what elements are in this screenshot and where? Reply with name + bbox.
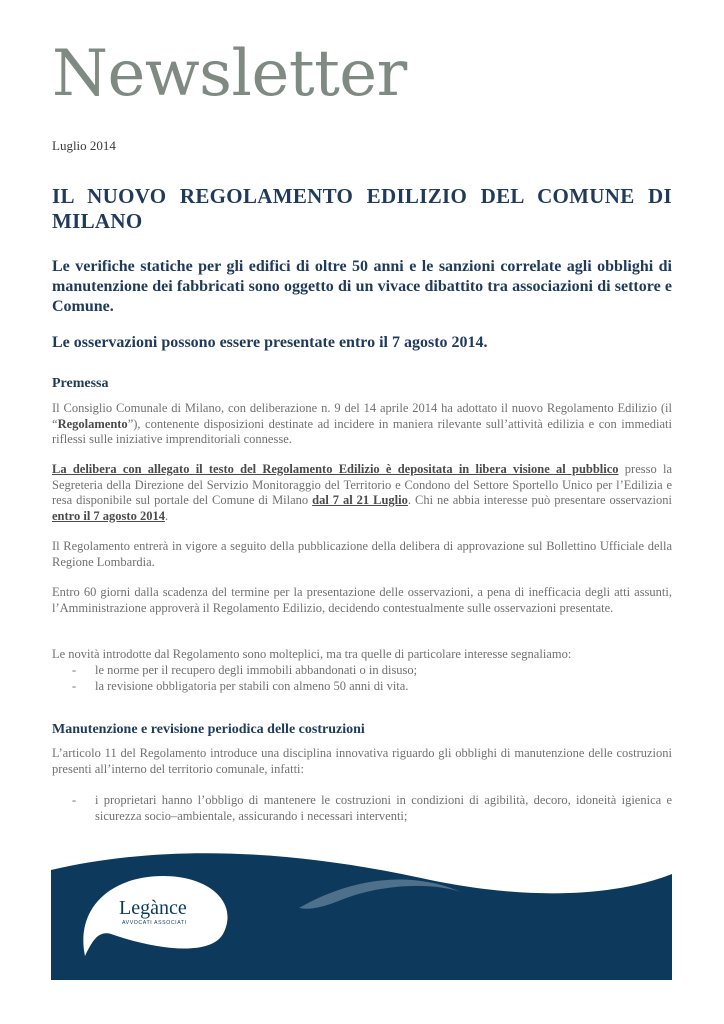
bullet-dash: -	[72, 663, 77, 677]
observation-deadline: entro il 7 agosto 2014	[52, 508, 165, 523]
section-title-manutenzione: Manutenzione e revisione periodica delle costruzioni	[52, 722, 365, 737]
premessa-bullet-list	[52, 663, 672, 694]
text-run: presso la Segreteria della Direzione del Servizio Monitoraggio del Territorio e Condono del Settore Sportello Unico per l’Edilizia e resa disponibile sul portale del Comune di Milano	[52, 462, 672, 507]
manutenzione-paragraph-1: L’articolo 11 del Regolamento introduce una disciplina innovativa riguardo gli obblighi di manutenzione delle costruzioni presenti all’interno del territorio comunale, infatti:	[52, 746, 672, 776]
text-run: Il Consiglio Comunale di Milano, con deliberazione n. 9 del 14 aprile 2014 ha adottato il nuovo Regolamento Edilizio (il “	[52, 401, 672, 431]
issue-date: Luglio 2014	[52, 138, 116, 153]
footer-wave-banner	[51, 848, 672, 980]
footer-wave-graphic	[51, 848, 672, 980]
bullet-dash: -	[72, 678, 77, 693]
regolamento-term: Regolamento	[57, 416, 128, 431]
logo-tagline: AVVOCATI ASSOCIATI	[122, 920, 187, 926]
premessa-paragraph-3: Il Regolamento entrerà in vigore a seguito della pubblicazione della delibera di approvazione sul Bollettino Ufficiale della Regione Lombardia.	[52, 539, 672, 569]
premessa-paragraph-5: Le novità introdotte dal Regolamento sono molteplici, ma tra quelle di particolare interesse segnaliamo:	[52, 647, 572, 661]
article-lead: Le verifiche statiche per gli edifici di oltre 50 anni e le sanzioni correlate agli obblighi di manutenzione dei fabbricati sono oggetto di un vivace dibattito tra associazioni di settore e Comune.	[52, 258, 672, 315]
premessa-paragraph-4: Entro 60 giorni dalla scadenza del termine per la presentazione delle osservazioni, a pena di inefficacia degli atti assunti, l’Amministrazione approverà il Regolamento Edilizio, decidendo contestualmente sulle osservazioni presentate.	[52, 585, 672, 615]
text-run: . Chi ne abbia interesse può presentare osservazioni	[407, 493, 673, 507]
text-run: .	[164, 508, 169, 523]
premessa-paragraph-1	[52, 401, 672, 448]
deposit-dates: dal 7 al 21 Luglio	[312, 493, 408, 507]
bullet-dash: -	[72, 793, 77, 807]
list-item	[52, 679, 672, 695]
logo-wordmark: Legànce	[119, 897, 187, 919]
list-item-text: le norme per il recupero degli immobili abbandonati o in disuso;	[95, 663, 418, 677]
list-item-text: i proprietari hanno l’obbligo di mantenere le costruzioni in condizioni di agibilità, decoro, idoneità igienica e sicurezza socio–ambientale, assicurando i necessari interventi;	[95, 793, 672, 823]
section-title-premessa: Premessa	[52, 376, 109, 391]
deposit-notice: La delibera con allegato il testo del Regolamento Edilizio è depositata in libera visione al pubblico	[52, 462, 619, 476]
masthead-title: Newsletter	[52, 37, 407, 111]
text-run: ”), contenente disposizioni destinate ad incidere in maniera rilevante sull’attività edilizia e con immediati riflessi sulle iniziative imprenditoriali connesse.	[52, 416, 672, 446]
premessa-paragraph-2	[52, 462, 672, 524]
list-item-text: la revisione obbligatoria per stabili con almeno 50 anni di vita.	[95, 678, 409, 693]
list-item	[52, 793, 672, 824]
list-item	[52, 663, 672, 679]
deadline-notice: Le osservazioni possono essere presentate entro il 7 agosto 2014.	[52, 334, 488, 351]
article-headline: IL NUOVO REGOLAMENTO EDILIZIO DEL COMUNE DI MILANO	[52, 184, 672, 233]
manutenzione-bullet-list	[52, 793, 672, 824]
